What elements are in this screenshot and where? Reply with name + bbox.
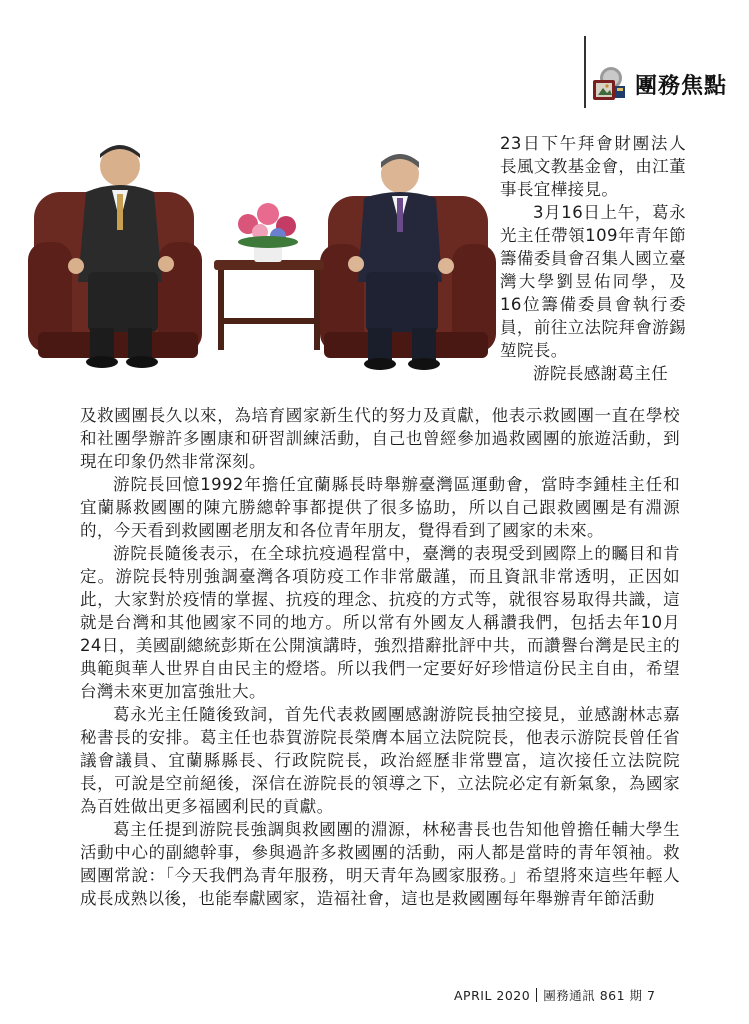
article-paragraph: 游院長隨後表示，在全球抗疫過程當中，臺灣的表現受到國際上的矚目和肯定。游院長特別強調臺灣各項防疫工作非常嚴謹，而且資訊非常透明，正因如此，大家對於疫情的掌握、抗疫的理念、抗疫的方式等，就很容易取得共識，這就是台灣和其他國家不同的地方。所以常有外國友人稱讚我們，包括去年10月24日，美國副總統彭斯在公開演講時，強烈措辭批評中共，而讚譽台灣是民主的典範與華人世界自由民主的燈塔。所以我們一定要好好珍惜這份民主自由，希望台灣未來更加富強壯大。 bbox=[80, 544, 680, 701]
header-divider bbox=[584, 36, 586, 108]
footer-divider bbox=[536, 988, 537, 1002]
article-paragraph: 游院長回憶1992年擔任宜蘭縣長時舉辦臺灣區運動會，當時李鍾桂主任和宜蘭縣救國團的陳亢勝總幹事都提供了很多協助，所以自己跟救國團是有淵源的，今天看到救國團老朋友和各位青年朋友，覺得看到了國家的未來。 bbox=[80, 475, 680, 540]
article-paragraph: 葛永光主任隨後致詞，首先代表救國團感謝游院長抽空接見，並感謝林志嘉秘書長的安排。葛主任也恭賀游院長榮膺本屆立法院院長，他表示游院長曾任省議會議員、宜蘭縣縣長、行政院院長，政治經歷非常豐富，這次接任立法院院長，可說是空前絕後，深信在游院長的領導之下，立法院必定有新氣象，為國家為百姓做出更多福國利民的貢獻。 bbox=[80, 705, 680, 816]
article-paragraph: 游院長感謝葛主任 bbox=[533, 364, 669, 383]
article-paragraph: 葛主任提到游院長強調與救國團的淵源，林秘書長也告知他曾擔任輔大學生活動中心的副總幹事，參與過許多救國團的活動，兩人都是當時的青年領袖。救國團常說：「今天我們為青年服務，明天青年為國家服務。」希望將來這些年輕人成長成熟以後，也能奉獻國家，造福社會，這也是救國團每年舉辦青年節活動 bbox=[80, 820, 680, 908]
meeting-photo bbox=[28, 132, 496, 382]
page-footer bbox=[454, 986, 655, 1004]
article-body bbox=[80, 404, 680, 910]
section-emblem-icon bbox=[589, 64, 629, 104]
article-paragraph: 3月16日上午，葛永光主任帶領109年青年節籌備委員會召集人國立臺灣大學劉昱佑同學，及16位籌備委員會執行委員，前往立法院拜會游錫堃院長。 bbox=[500, 203, 686, 360]
issue-date: APRIL 2020 bbox=[454, 987, 531, 1003]
article-right-column bbox=[500, 132, 686, 385]
article-paragraph: 23日下午拜會財團法人長風文教基金會，由江董事長宜樺接見。 bbox=[500, 134, 686, 199]
article-paragraph: 及救國團長久以來，為培育國家新生代的努力及貢獻，他表示救國團一直在學校和社團學辦許多團康和研習訓練活動，自己也曾經參加過救國團的旅遊活動，到現在印象仍然非常深刻。 bbox=[80, 406, 680, 471]
publication-issue: 團務通訊 861 期 7 bbox=[543, 988, 656, 1003]
section-header bbox=[589, 64, 727, 104]
section-title: 團務焦點 bbox=[634, 73, 727, 99]
